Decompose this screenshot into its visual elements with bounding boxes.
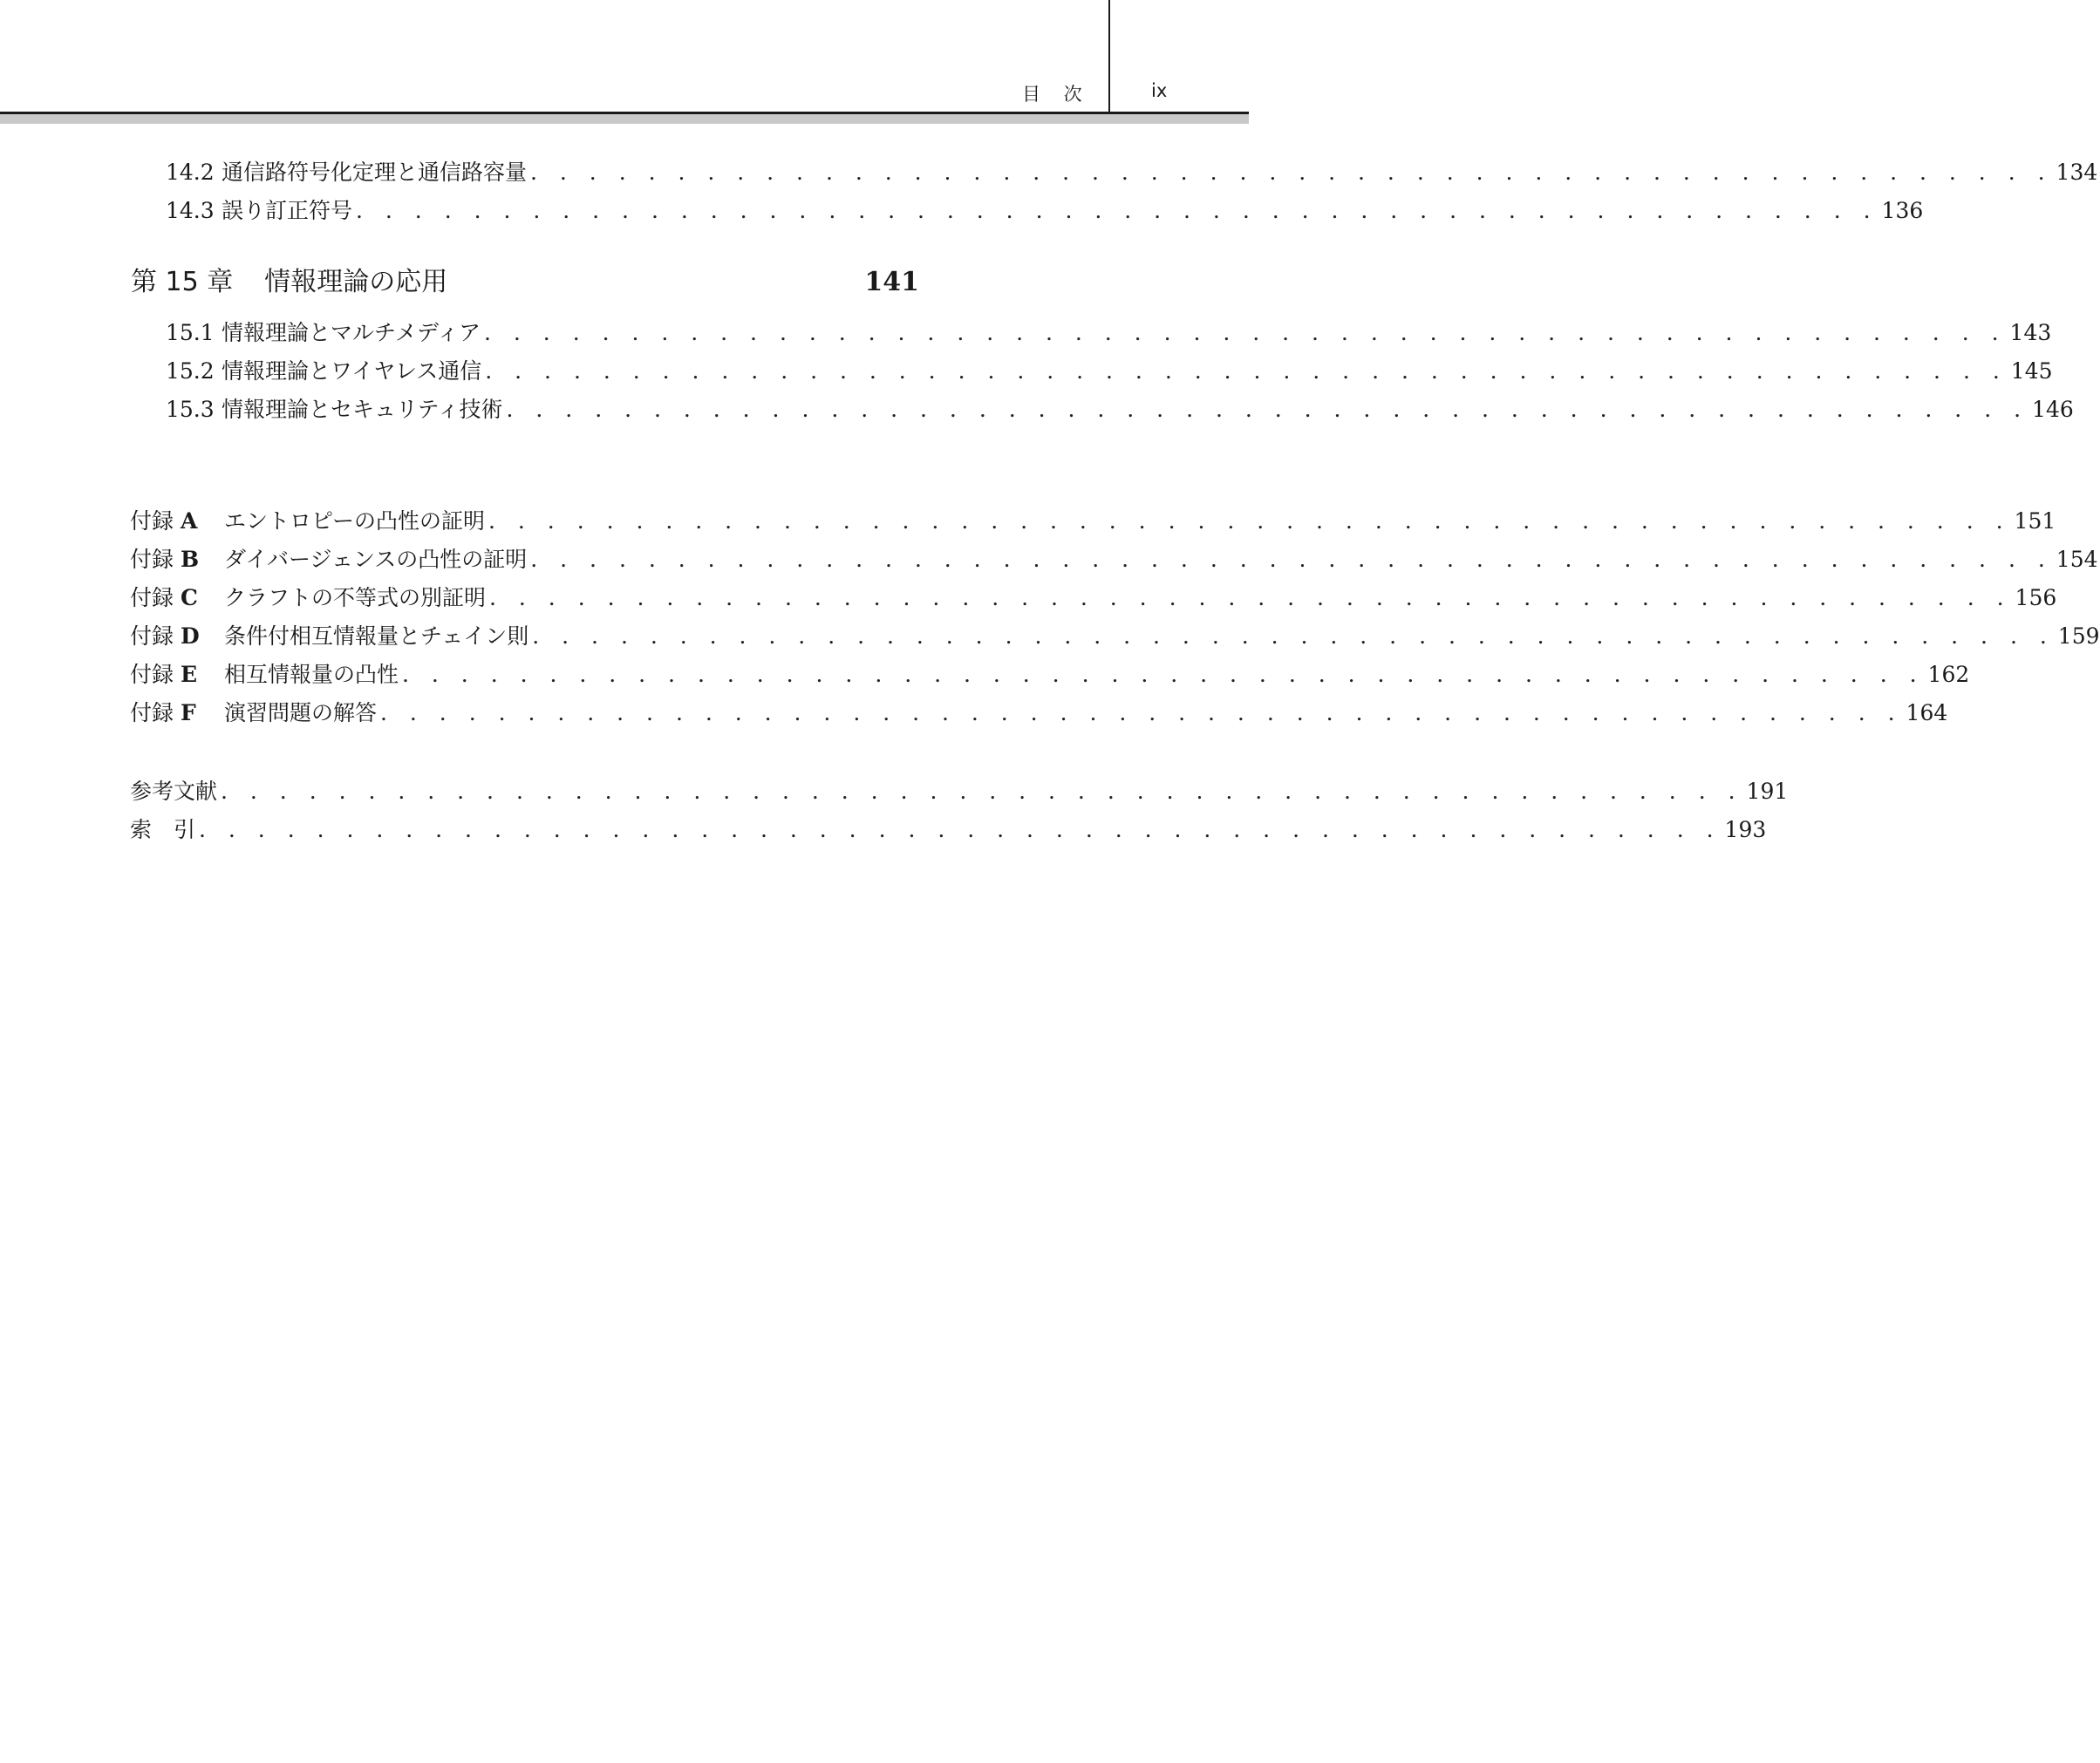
references-title: 参考文献 (130, 779, 218, 804)
page-ref: 162 (1927, 662, 1970, 687)
dot-leader: . . . . . . . . . . . . . . . . . . . . . . . . . . . . . . . . . . . . . . . . . . . . . . . . . . . . (506, 397, 2029, 422)
index-title: 索 引 (130, 817, 196, 842)
appendix-label: 付録 E (130, 662, 198, 687)
appendix-title: ダイバージェンスの凸性の証明 (224, 547, 528, 572)
dot-leader: . . . . . . . . . . . . . . . . . . . . . . . . . . . . . . . . . . . . . . . . . . . . . . . . . . . . (489, 585, 2012, 610)
page-ref: 193 (1724, 817, 1767, 842)
page-ref: 145 (2010, 358, 2053, 384)
toc-appendix-c[interactable] (130, 581, 2057, 612)
page-ref: 143 (2009, 320, 2052, 345)
toc-appendix-f[interactable] (130, 696, 1948, 727)
section-title: 情報理論とセキュリティ技術 (222, 397, 503, 422)
toc-entry-15-3[interactable] (131, 392, 2074, 424)
toc-appendix-b[interactable] (130, 542, 2098, 574)
dot-leader: . . . . . . . . . . . . . . . . . . . . . . . . . . . . . . . . . . . . . . . . . . . . . . . . . . . . (484, 320, 2007, 345)
chapter-page-ref: 141 (864, 267, 919, 297)
section-title: 情報理論とマルチメディア (222, 320, 481, 345)
page-ref: 159 (2057, 623, 2100, 649)
toc-entry-14-3[interactable] (131, 194, 1924, 225)
appendix-title: 相互情報量の凸性 (224, 662, 399, 687)
appendix-title: エントロピーの凸性の証明 (224, 508, 486, 534)
dot-leader: . . . . . . . . . . . . . . . . . . . . . . . . . . . . . . . . . . . . . . . . . . . . . . . . . . . . (199, 817, 1722, 842)
dot-leader: . . . . . . . . . . . . . . . . . . . . . . . . . . . . . . . . . . . . . . . . . . . . . . . . . . . . (530, 547, 2053, 572)
toc-entry-15-2[interactable] (131, 354, 2053, 385)
page-ref: 136 (1881, 198, 1924, 223)
page-ref: 164 (1906, 700, 1948, 725)
dot-leader: . . . . . . . . . . . . . . . . . . . . . . . . . . . . . . . . . . . . . . . . . . . . . . . . . . . . (532, 623, 2055, 649)
toc-appendix-a[interactable] (130, 504, 2056, 535)
appendix-label: 付録 F (130, 700, 196, 725)
dot-leader: . . . . . . . . . . . . . . . . . . . . . . . . . . . . . . . . . . . . . . . . . . . . . . . . . . . . (485, 358, 2008, 384)
appendix-title: 条件付相互情報量とチェイン則 (224, 623, 529, 649)
appendix-label: 付録 C (130, 585, 198, 610)
page-ref: 146 (2032, 397, 2074, 422)
toc-chapter-15[interactable] (131, 260, 919, 302)
dot-leader: . . . . . . . . . . . . . . . . . . . . . . . . . . . . . . . . . . . . . . . . . . . . . . . . . . . . (402, 662, 1925, 687)
chapter-title: 情報理論の応用 (264, 267, 448, 297)
chapter-label: 第 15 章 (131, 267, 234, 297)
toc-appendix-d[interactable] (130, 619, 2100, 650)
dot-leader: . . . . . . . . . . . . . . . . . . . . . . . . . . . . . . . . . . . . . . . . . . . . . . . . . . . . (530, 160, 2053, 185)
page-ref: 191 (1746, 779, 1789, 804)
toc-appendix-e[interactable] (130, 657, 1970, 689)
page-ref: 154 (2056, 547, 2098, 572)
appendix-label: 付録 D (130, 623, 200, 649)
appendix-title: 演習問題の解答 (224, 700, 378, 725)
toc-references[interactable] (130, 774, 1789, 806)
page-ref: 156 (2015, 585, 2057, 610)
section-number: 14.2 (166, 160, 215, 185)
header-vertical-rule (1108, 0, 1110, 112)
page-ref: 134 (2056, 160, 2098, 185)
page-ref: 151 (2014, 508, 2056, 534)
appendix-label: 付録 A (130, 508, 198, 534)
dot-leader: . . . . . . . . . . . . . . . . . . . . . . . . . . . . . . . . . . . . . . . . . . . . . . . . . . . . (356, 198, 1878, 223)
toc-entry-15-1[interactable] (131, 316, 2052, 347)
dot-leader: . . . . . . . . . . . . . . . . . . . . . . . . . . . . . . . . . . . . . . . . . . . . . . . . . . . . (221, 779, 1743, 804)
header-shade-bar (0, 114, 1249, 124)
page-header (0, 0, 1249, 122)
toc-entry-14-2[interactable] (131, 155, 2098, 187)
appendix-title: クラフトの不等式の別証明 (224, 585, 487, 610)
section-title: 情報理論とワイヤレス通信 (222, 358, 482, 384)
dot-leader: . . . . . . . . . . . . . . . . . . . . . . . . . . . . . . . . . . . . . . . . . . . . . . . . . . . . (380, 700, 1903, 725)
dot-leader: . . . . . . . . . . . . . . . . . . . . . . . . . . . . . . . . . . . . . . . . . . . . . . . . . . . . (488, 508, 2011, 534)
running-title: 目 次 (1022, 84, 1091, 105)
appendix-label: 付録 B (130, 547, 200, 572)
section-number: 15.2 (166, 358, 215, 384)
section-number: 15.3 (166, 397, 215, 422)
section-title: 誤り訂正符号 (222, 198, 353, 223)
section-number: 15.1 (166, 320, 215, 345)
toc-index[interactable] (130, 813, 1767, 844)
section-number: 14.3 (166, 198, 215, 223)
section-title: 通信路符号化定理と通信路容量 (222, 160, 528, 185)
page-number: ix (1151, 80, 1168, 101)
